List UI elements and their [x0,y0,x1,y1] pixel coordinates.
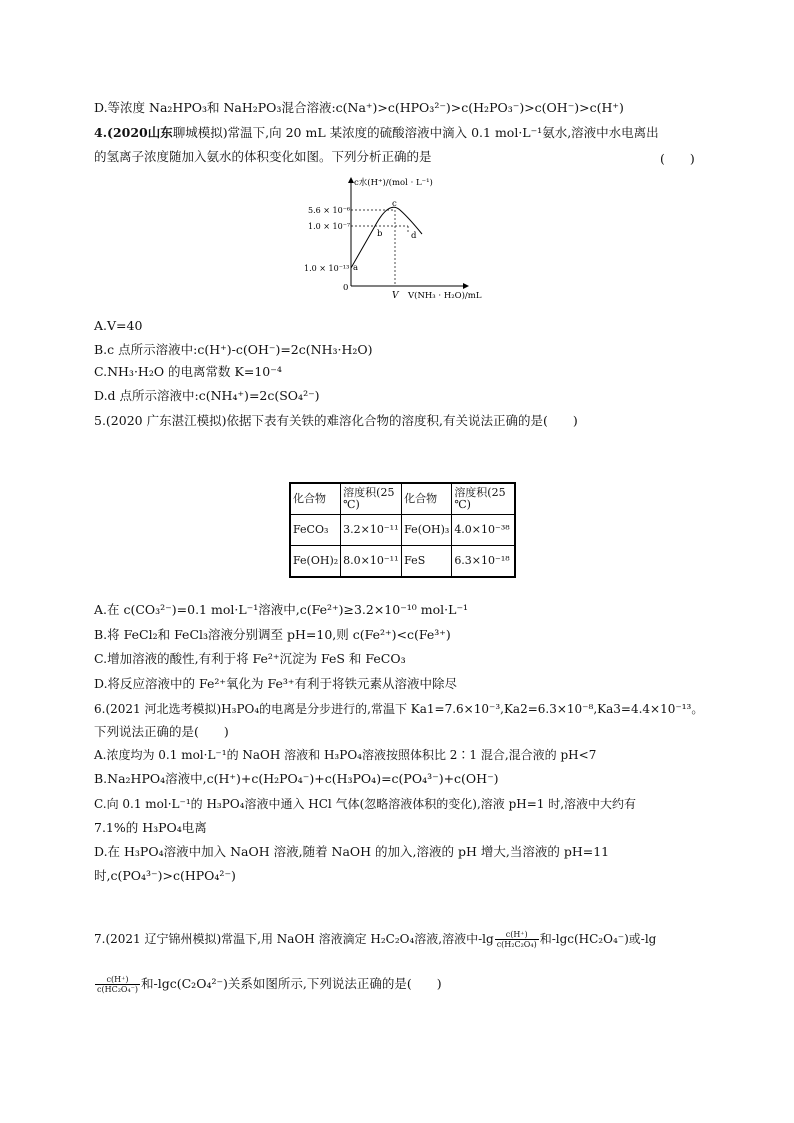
x-tick-v: V [392,291,399,301]
q4-answer-paren: ( ) [660,151,695,166]
q7-fraction-2 [95,975,140,994]
q4-stem-line1 [94,125,659,141]
point-a: a [353,263,359,273]
q7-stem-part-c: 和-lgc(C₂O₄²⁻)关系如图所示,下列说法正确的是( ) [141,976,442,991]
q6-stem-line2: 下列说法正确的是( ) [94,724,229,739]
x-axis-label: V(NH₃ · H₂O)/mL [408,291,482,301]
table-header-cell: 溶度积(25 ℃) [341,483,402,515]
q5-option-a: A.在 c(CO₃²⁻)=0.1 mol·L⁻¹溶液中,c(Fe²⁺)≥3.2×10⁻¹⁰ mol·L⁻¹ [94,602,469,617]
q5-stem: 5.(2020 广东湛江模拟)依据下表有关铁的难溶化合物的溶度积,有关说法正确的是( ) [94,413,578,428]
q6-option-c-line2: 7.1%的 H₃PO₄电离 [94,820,207,835]
table-cell: 6.3×10⁻¹⁸ [452,546,516,578]
q4-chart [288,168,548,308]
table-header-cell: 化合物 [290,483,341,515]
frac2-numerator: c(H⁺) [95,975,140,985]
origin-label: 0 [343,283,349,293]
point-d: d [411,231,417,241]
table-cell: 3.2×10⁻¹¹ [341,515,402,546]
q4-stem-bold: 山东 [147,125,173,140]
q3-option-d: D.等浓度 Na₂HPO₃和 NaH₂PO₃混合溶液:c(Na⁺)>c(HPO₃²⁻)>c(H₂PO₃⁻)>c(OH⁻)>c(H⁺) [94,100,624,115]
q6-stem-line1: 6.(2021 河北选考模拟)H₃PO₄的电离是分步进行的,常温下 Ka1=7.6×10⁻³,Ka2=6.3×10⁻⁸,Ka3=4.4×10⁻¹³。 [94,702,704,716]
q4-option-c: C.NH₃·H₂O 的电离常数 K=10⁻⁴ [94,364,282,379]
table-header-cell: 化合物 [402,483,452,515]
table-header-row [290,483,515,515]
q4-option-b: B.c 点所示溶液中:c(H⁺)-c(OH⁻)=2c(NH₃·H₂O) [94,342,373,357]
q6-option-d-line1: D.在 H₃PO₄溶液中加入 NaOH 溶液,随着 NaOH 的加入,溶液的 pH 增大,当溶液的 pH=11 [94,844,610,859]
table-cell: 8.0×10⁻¹¹ [341,546,402,578]
q4-option-d: D.d 点所示溶液中:c(NH₄⁺)=2c(SO₄²⁻) [94,388,320,403]
table-cell: FeS [402,546,452,578]
table-row [290,515,515,546]
table-header-cell: 溶度积(25 ℃) [452,483,516,515]
q4-option-a: A.V=40 [94,318,143,333]
point-c: c [392,199,397,209]
q7-fraction-1 [495,930,539,949]
q6-option-c-line1: C.向 0.1 mol·L⁻¹的 H₃PO₄溶液中通入 HCl 气体(忽略溶液体积的变化),溶液 pH=1 时,溶液中大约有 [94,797,637,811]
q6-option-d-line2: 时,c(PO₄³⁻)>c(HPO₄²⁻) [94,868,236,883]
table-cell: Fe(OH)₃ [402,515,452,546]
table-row [290,546,515,578]
q7-stem-line1 [94,924,656,954]
frac2-denominator: c(HC₂O₄⁻) [97,985,139,994]
table-cell: FeCO₃ [290,515,341,546]
frac1-denominator: c(H₂C₂O₄) [496,940,537,949]
q5-option-b: B.将 FeCl₂和 FeCl₃溶液分别调至 pH=10,则 c(Fe²⁺)<c(Fe³⁺) [94,627,451,642]
solubility-table [289,482,516,578]
q5-option-c: C.增加溶液的酸性,有利于将 Fe²⁺沉淀为 FeS 和 FeCO₃ [94,651,406,666]
q4-stem-rest: 聊城模拟)常温下,向 20 mL 某浓度的硫酸溶液中滴入 0.1 mol·L⁻¹氨水,溶液中水电离出 [172,125,659,140]
q5-option-d: D.将反应溶液中的 Fe²⁺氧化为 Fe³⁺有利于将铁元素从溶液中除尽 [94,676,457,691]
table-cell: 4.0×10⁻³⁸ [452,515,516,546]
y-tick-2: 1.0 × 10⁻⁷ [308,222,351,231]
y-axis-label: c水(H⁺)/(mol · L⁻¹) [354,178,433,188]
q6-option-b: B.Na₂HPO₄溶液中,c(H⁺)+c(H₂PO₄⁻)+c(H₃PO₄)=c(PO₄³⁻)+c(OH⁻) [94,771,499,786]
table-cell: Fe(OH)₂ [290,546,341,578]
q7-stem-part-b: 和-lgc(HC₂O₄⁻)或-lg [539,932,657,946]
point-b: b [377,229,383,239]
q7-stem-line2 [94,969,442,999]
q4-stem-line2: 的氢离子浓度随加入氨水的体积变化如图。下列分析正确的是 [94,149,432,164]
frac1-numerator: c(H⁺) [495,930,539,940]
y-tick-3: 1.0 × 10⁻¹³ [304,264,350,273]
q4-stem-prefix: 4.(2020 [94,125,148,140]
q6-option-a: A.浓度均为 0.1 mol·L⁻¹的 NaOH 溶液和 H₃PO₄溶液按照体积比 2∶1 混合,混合液的 pH<7 [94,748,597,762]
y-tick-1: 5.6 × 10⁻⁶ [308,206,351,215]
q7-stem-part-a: 7.(2021 辽宁锦州模拟)常温下,用 NaOH 溶液滴定 H₂C₂O₄溶液,溶液中-lg [94,932,494,946]
